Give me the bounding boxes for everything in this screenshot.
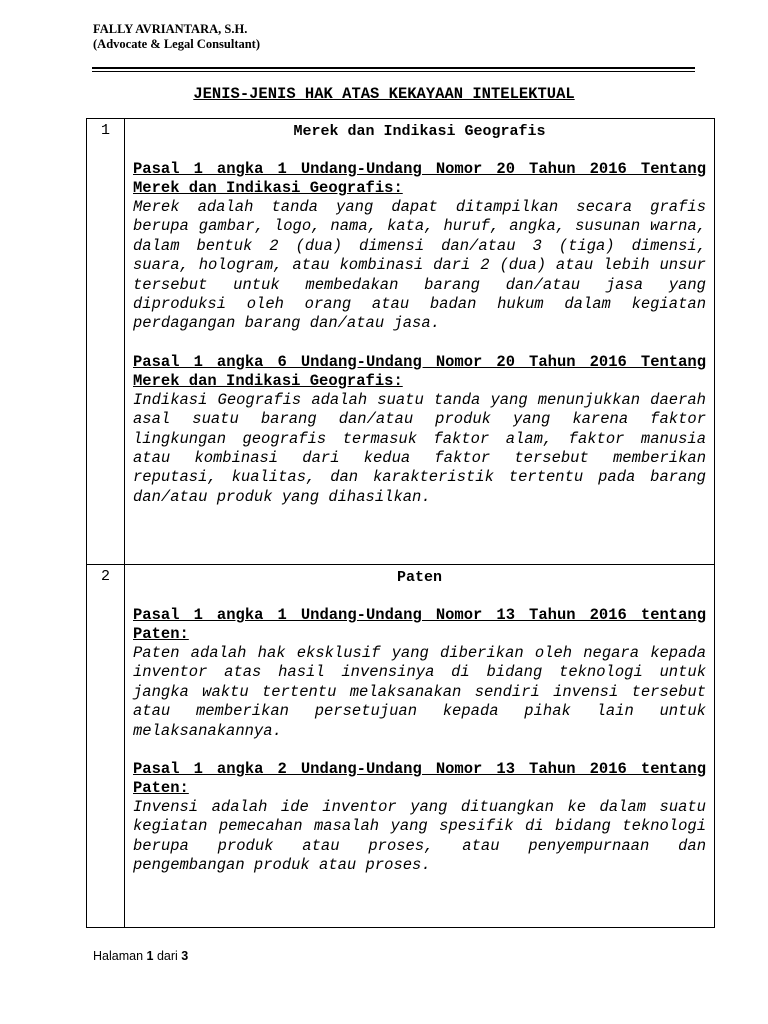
document-title: JENIS-JENIS HAK ATAS KEKAYAAN INTELEKTUAL: [193, 85, 575, 103]
definition-text: Merek adalah tanda yang dapat ditampilkan secara grafis berupa gambar, logo, nama, kata, huruf, angka, susunan warna, dalam bentuk 2 (dua) dimensi dan/atau 3 (tiga) dimensi, suara, hologram, atau kombinasi dari 2 (dua) atau lebih unsur tersebut untuk membedakan barang dan/atau jasa yang diproduksi oleh orang atau badan hukum dalam kegiatan perdagangan barang dan/atau jasa.: [133, 198, 706, 333]
law-reference: Pasal 1 angka 6 Undang-Undang Nomor 20 Tahun 2016 Tentang Merek dan Indikasi Geografis:: [133, 352, 706, 390]
current-page-number: 1: [146, 949, 154, 963]
definition-text: Indikasi Geografis adalah suatu tanda yang menunjukkan daerah asal suatu barang dan/atau produk yang karena faktor lingkungan geografis termasuk faktor alam, faktor manusia atau kombinasi dari kedua faktor tersebut memberikan reputasi, kualitas, dan karakteristik tertentu pada barang dan/atau produk yang dihasilkan.: [133, 390, 706, 506]
row-number: 1: [87, 119, 125, 565]
section-heading: Paten: [396, 569, 442, 586]
section-heading: Merek dan Indikasi Geografis: [293, 123, 546, 140]
law-reference: Pasal 1 angka 2 Undang-Undang Nomor 13 Tahun 2016 tentang Paten:: [133, 760, 706, 798]
row-content: [125, 119, 715, 565]
row-number: 2: [87, 565, 125, 928]
header-rule-thick: [92, 67, 695, 69]
author-role: (Advocate & Legal Consultant): [93, 37, 261, 51]
author-name: FALLY AVRIANTARA, S.H.: [93, 22, 248, 36]
definition-text: Invensi adalah ide inventor yang dituangkan ke dalam suatu kegiatan pemecahan masalah yang spesifik di bidang teknologi berupa produk atau proses, atau penyempurnaan dan pengembangan produk atau proses.: [133, 798, 706, 875]
footer-prefix: Halaman: [93, 949, 144, 963]
row-content: [125, 565, 715, 928]
law-reference: Pasal 1 angka 1 Undang-Undang Nomor 20 Tahun 2016 Tentang Merek dan Indikasi Geografis:: [133, 160, 706, 197]
table-row: [87, 119, 715, 565]
table-row: [87, 565, 715, 928]
definition-text: Paten adalah hak eksklusif yang diberikan oleh negara kepada inventor atas hasil invensinya di bidang teknologi untuk jangka waktu tertentu melaksanakan sendiri invensi tersebut atau memberikan persetujuan kepada pihak lain untuk melaksanakannya.: [133, 644, 706, 740]
total-page-count: 3: [181, 949, 189, 963]
letterhead: [93, 22, 260, 52]
header-rule-thin: [92, 71, 695, 72]
definitions-table: [86, 118, 715, 928]
page-footer: [93, 949, 188, 963]
law-reference: Pasal 1 angka 1 Undang-Undang Nomor 13 Tahun 2016 tentang Paten:: [133, 606, 706, 643]
footer-middle: dari: [156, 949, 178, 963]
